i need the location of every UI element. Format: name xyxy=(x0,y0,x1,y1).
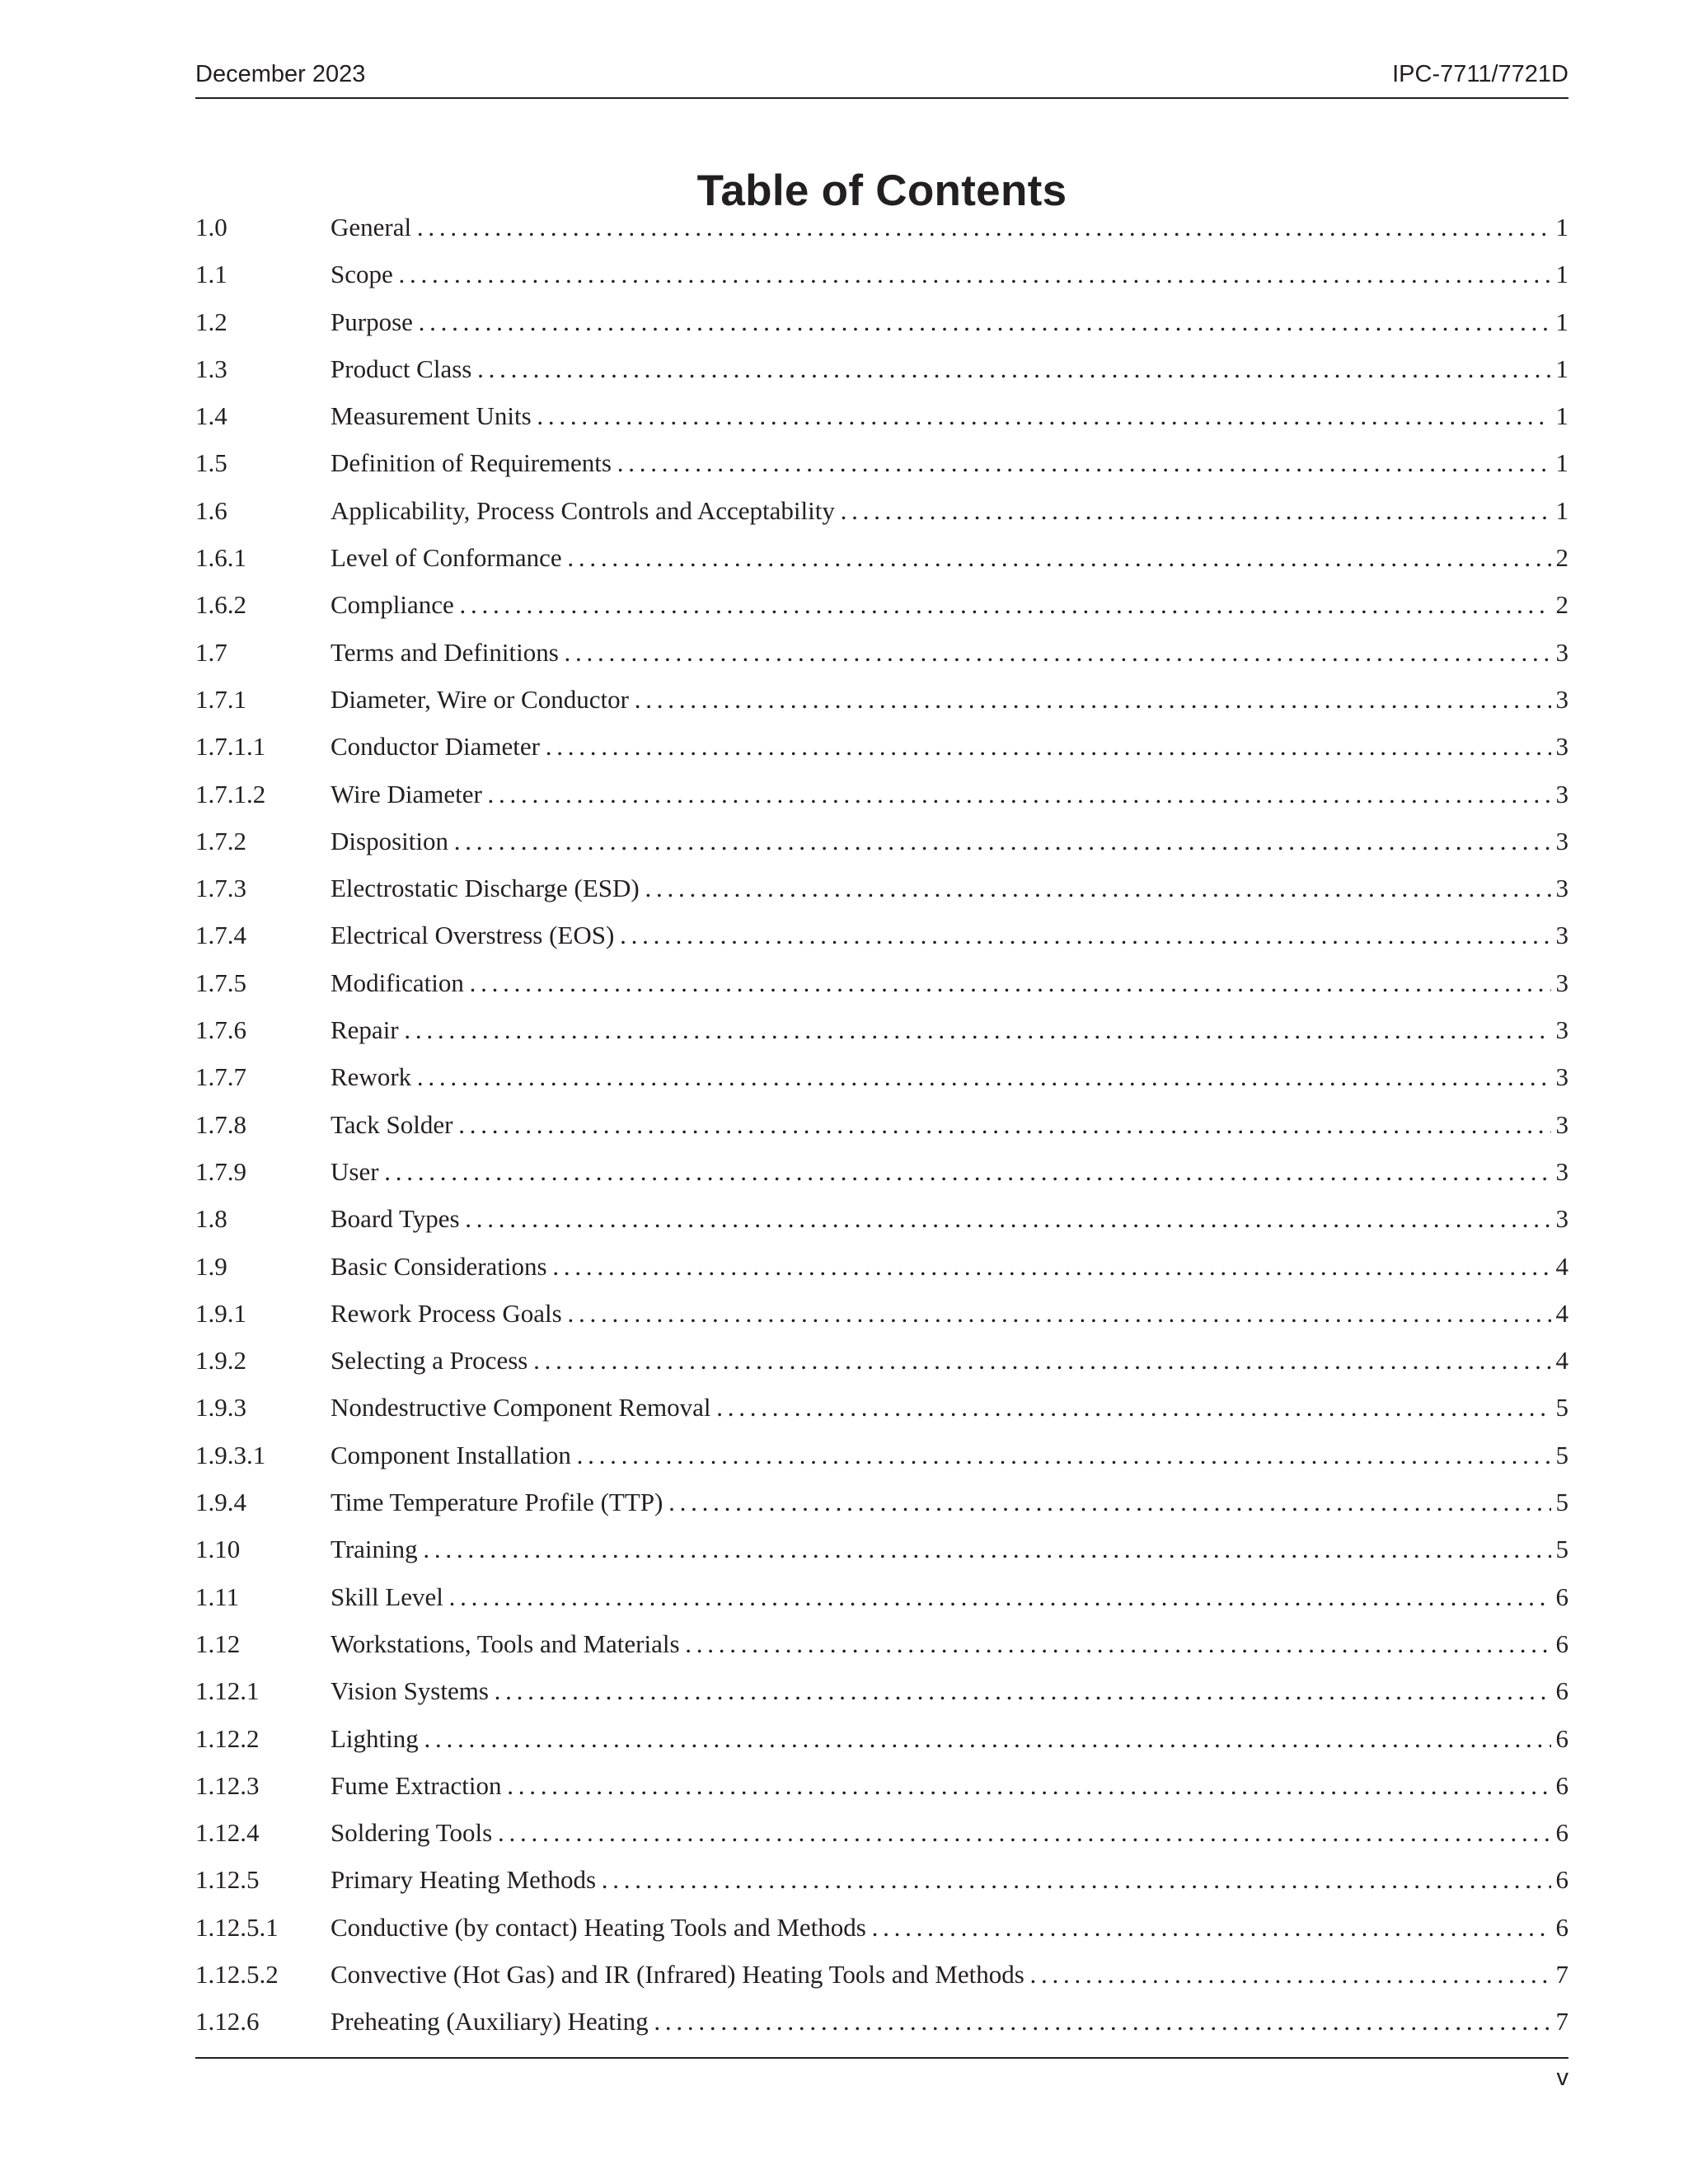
toc-leader-line xyxy=(331,865,1568,912)
toc-section-number: 1.9.1 xyxy=(195,1298,246,1328)
toc-page-number: 6 xyxy=(1551,1715,1569,1762)
toc-leader-line xyxy=(331,487,1568,534)
toc-section-number: 1.12.3 xyxy=(195,1770,260,1800)
toc-entry[interactable] xyxy=(195,676,1568,723)
toc-entry[interactable] xyxy=(195,1998,1568,2045)
toc-section-title: Preheating (Auxiliary) Heating . . . xyxy=(331,2007,1568,2036)
toc-section-title: Disposition . . . xyxy=(331,827,1568,855)
toc-page-number: 5 xyxy=(1551,1384,1569,1431)
toc-section-number: 1.9.2 xyxy=(195,1346,246,1376)
toc-leader-line xyxy=(331,676,1568,723)
toc-section-title: Electrostatic Discharge (ESD) . . . xyxy=(331,874,1568,902)
toc-entry[interactable] xyxy=(195,534,1568,581)
toc-page-number: 3 xyxy=(1551,629,1569,676)
toc-section-title: Component Installation . . . xyxy=(331,1441,1568,1469)
toc-section-title: Wire Diameter . . . xyxy=(331,780,1568,808)
toc-section-title: Board Types . . . xyxy=(331,1204,1568,1233)
footer-rule xyxy=(195,2057,1568,2059)
toc-leader-line xyxy=(331,1998,1568,2045)
toc-entry[interactable] xyxy=(195,1148,1568,1195)
toc-section-title: Time Temperature Profile (TTP) . . . xyxy=(331,1488,1568,1516)
toc-entry[interactable] xyxy=(195,1101,1568,1148)
toc-section-title: Skill Level . . . xyxy=(331,1582,1568,1611)
toc-entry[interactable] xyxy=(195,1856,1568,1903)
toc-entry[interactable] xyxy=(195,392,1568,439)
header-rule xyxy=(195,97,1568,99)
toc-page-number: 3 xyxy=(1551,723,1569,770)
toc-section-number: 1.7.4 xyxy=(195,921,246,950)
toc-section-title: Rework Process Goals . . . xyxy=(331,1299,1568,1328)
toc-entry[interactable] xyxy=(195,439,1568,486)
toc-entry[interactable] xyxy=(195,1006,1568,1053)
toc-leader-line xyxy=(331,1951,1568,1998)
toc-section-number: 1.7.2 xyxy=(195,826,246,855)
toc-section-number: 1.8 xyxy=(195,1204,227,1234)
toc-section-title: Vision Systems . . . xyxy=(331,1676,1568,1705)
toc-section-title: Basic Considerations . . . xyxy=(331,1252,1568,1281)
toc-section-title: Primary Heating Methods . . . xyxy=(331,1865,1568,1894)
toc-section-number: 1.7.9 xyxy=(195,1156,246,1186)
toc-section-number: 1.5 xyxy=(195,448,227,478)
toc-section-title: Rework . . . xyxy=(331,1062,1568,1091)
toc-page-number: 6 xyxy=(1551,1809,1569,1856)
toc-section-number: 1.12.5.2 xyxy=(195,1959,279,1989)
toc-page-number: 3 xyxy=(1551,771,1569,818)
toc-section-number: 1.7.3 xyxy=(195,874,246,903)
toc-leader-line xyxy=(331,1762,1568,1809)
toc-page-number: 3 xyxy=(1551,1006,1569,1053)
toc-section-title: Compliance . . . xyxy=(331,590,1568,619)
toc-page-number: 4 xyxy=(1551,1290,1569,1337)
toc-section-title: Scope . . . xyxy=(331,260,1568,288)
toc-leader-line xyxy=(331,1667,1568,1714)
toc-entry[interactable] xyxy=(195,1620,1568,1667)
page-number: v xyxy=(1556,2064,1568,2091)
toc-page-number: 1 xyxy=(1551,204,1569,251)
toc-entry[interactable] xyxy=(195,298,1568,345)
toc-section-number: 1.7.1.1 xyxy=(195,732,266,762)
toc-entry[interactable] xyxy=(195,1762,1568,1809)
toc-section-title: User . . . xyxy=(331,1157,1568,1186)
toc-section-title: Lighting . . . xyxy=(331,1724,1568,1753)
toc-section-title: Diameter, Wire or Conductor . . . xyxy=(331,685,1568,714)
toc-leader-line xyxy=(331,534,1568,581)
toc-entry[interactable] xyxy=(195,1384,1568,1431)
toc-page-number: 7 xyxy=(1551,1998,1569,2045)
toc-leader-line xyxy=(331,1243,1568,1290)
toc-page-number: 3 xyxy=(1551,818,1569,865)
toc-leader-line xyxy=(331,345,1568,392)
toc-entry[interactable] xyxy=(195,818,1568,865)
toc-section-number: 1.1 xyxy=(195,260,227,289)
toc-section-title: General . . . xyxy=(331,213,1568,241)
toc-section-number: 1.10 xyxy=(195,1535,241,1564)
toc-section-title: Selecting a Process . . . xyxy=(331,1346,1568,1375)
toc-leader-line xyxy=(331,959,1568,1006)
toc-section-title: Tack Solder . . . xyxy=(331,1110,1568,1139)
toc-leader-line xyxy=(331,771,1568,818)
toc-entry[interactable] xyxy=(195,1053,1568,1100)
toc-entry[interactable] xyxy=(195,723,1568,770)
toc-section-number: 1.7.5 xyxy=(195,968,246,997)
toc-page-number: 1 xyxy=(1551,439,1569,486)
toc-page-number: 2 xyxy=(1551,581,1569,628)
toc-section-title: Convective (Hot Gas) and IR (Infrared) Heating Tools and Methods . . . xyxy=(331,1960,1568,1989)
toc-section-number: 1.12.5.1 xyxy=(195,1912,279,1942)
toc-section-number: 1.7.7 xyxy=(195,1062,246,1092)
toc-page-number: 5 xyxy=(1551,1526,1569,1572)
toc-entry[interactable] xyxy=(195,1195,1568,1242)
toc-leader-line xyxy=(331,1053,1568,1100)
toc-leader-line xyxy=(331,1809,1568,1856)
toc-page-number: 4 xyxy=(1551,1243,1569,1290)
toc-leader-line xyxy=(331,723,1568,770)
toc-section-title: Purpose . . . xyxy=(331,307,1568,336)
toc-page-number: 3 xyxy=(1551,676,1569,723)
toc-page-number: 3 xyxy=(1551,912,1569,958)
toc-leader-line xyxy=(331,298,1568,345)
toc-leader-line xyxy=(331,439,1568,486)
toc-leader-line xyxy=(331,1715,1568,1762)
toc-section-title: Product Class . . . xyxy=(331,354,1568,383)
toc-entry[interactable] xyxy=(195,1432,1568,1479)
toc-section-number: 1.2 xyxy=(195,307,227,336)
toc-page-number: 6 xyxy=(1551,1620,1569,1667)
toc-section-title: Conductor Diameter . . . xyxy=(331,732,1568,761)
toc-page-number: 6 xyxy=(1551,1762,1569,1809)
toc-leader-line xyxy=(331,1148,1568,1195)
toc-page-number: 5 xyxy=(1551,1479,1569,1526)
toc-leader-line xyxy=(331,1479,1568,1526)
toc-leader-line xyxy=(331,1573,1568,1620)
toc-entry[interactable] xyxy=(195,959,1568,1006)
toc-section-number: 1.6 xyxy=(195,495,227,525)
toc-leader-line xyxy=(331,1432,1568,1479)
toc-page-number: 1 xyxy=(1551,392,1569,439)
toc-page-number: 6 xyxy=(1551,1573,1569,1620)
toc-leader-line xyxy=(331,1904,1568,1951)
toc-page-number: 6 xyxy=(1551,1667,1569,1714)
toc-page-number: 1 xyxy=(1551,251,1569,298)
toc-leader-line xyxy=(331,1006,1568,1053)
toc-leader-line xyxy=(331,581,1568,628)
toc-section-number: 1.12.2 xyxy=(195,1723,260,1753)
toc-page-number: 3 xyxy=(1551,865,1569,912)
toc-entry[interactable] xyxy=(195,1479,1568,1526)
table-of-contents xyxy=(195,204,1568,2046)
toc-leader-line xyxy=(331,1620,1568,1667)
toc-entry[interactable] xyxy=(195,487,1568,534)
running-header xyxy=(195,58,1568,99)
toc-page-number: 3 xyxy=(1551,959,1569,1006)
toc-section-title: Electrical Overstress (EOS) . . . xyxy=(331,921,1568,949)
toc-entry[interactable] xyxy=(195,1573,1568,1620)
toc-section-number: 1.9.3 xyxy=(195,1393,246,1422)
toc-section-title: Terms and Definitions . . . xyxy=(331,638,1568,667)
toc-section-number: 1.12.6 xyxy=(195,2007,260,2036)
toc-page-number: 1 xyxy=(1551,487,1569,534)
toc-section-title: Repair . . . xyxy=(331,1015,1568,1044)
toc-page-number: 1 xyxy=(1551,298,1569,345)
toc-leader-line xyxy=(331,629,1568,676)
toc-entry[interactable] xyxy=(195,1243,1568,1290)
toc-page-number: 2 xyxy=(1551,534,1569,581)
toc-page-number: 3 xyxy=(1551,1195,1569,1242)
toc-entry[interactable] xyxy=(195,204,1568,251)
toc-entry[interactable] xyxy=(195,1667,1568,1714)
toc-leader-line xyxy=(331,1384,1568,1431)
toc-leader-line xyxy=(331,204,1568,251)
header-document-id: IPC-7711/7721D xyxy=(1392,61,1568,87)
toc-entry[interactable] xyxy=(195,771,1568,818)
toc-entry[interactable] xyxy=(195,865,1568,912)
toc-section-number: 1.12.1 xyxy=(195,1676,260,1706)
toc-entry[interactable] xyxy=(195,1951,1568,1998)
toc-leader-line xyxy=(331,818,1568,865)
toc-leader-line xyxy=(331,392,1568,439)
toc-entry[interactable] xyxy=(195,629,1568,676)
toc-page-number: 5 xyxy=(1551,1432,1569,1479)
toc-leader-line xyxy=(331,1290,1568,1337)
toc-entry[interactable] xyxy=(195,1337,1568,1384)
toc-entry[interactable] xyxy=(195,581,1568,628)
toc-section-title: Training . . . xyxy=(331,1535,1568,1563)
toc-section-number: 1.7 xyxy=(195,637,227,667)
toc-section-number: 1.9.4 xyxy=(195,1488,246,1517)
toc-page-number: 1 xyxy=(1551,345,1569,392)
toc-section-number: 1.7.1.2 xyxy=(195,779,266,808)
toc-page-number: 3 xyxy=(1551,1053,1569,1100)
toc-section-title: Conductive (by contact) Heating Tools and Methods . . . xyxy=(331,1913,1568,1942)
toc-page-number: 7 xyxy=(1551,1951,1569,1998)
toc-entry[interactable] xyxy=(195,1904,1568,1951)
toc-leader-line xyxy=(331,1337,1568,1384)
toc-entry[interactable] xyxy=(195,1809,1568,1856)
toc-section-number: 1.11 xyxy=(195,1582,240,1611)
toc-section-number: 1.9 xyxy=(195,1251,227,1281)
toc-section-number: 1.6.2 xyxy=(195,590,246,620)
toc-section-number: 1.4 xyxy=(195,401,227,431)
toc-entry[interactable] xyxy=(195,1715,1568,1762)
toc-section-title: Measurement Units . . . xyxy=(331,401,1568,430)
toc-section-number: 1.7.8 xyxy=(195,1109,246,1139)
toc-leader-line xyxy=(331,1526,1568,1572)
toc-page-number: 3 xyxy=(1551,1148,1569,1195)
toc-page-number: 6 xyxy=(1551,1904,1569,1951)
toc-section-number: 1.12.5 xyxy=(195,1865,260,1895)
toc-page-number: 4 xyxy=(1551,1337,1569,1384)
toc-section-number: 1.12.4 xyxy=(195,1818,260,1848)
toc-section-number: 1.0 xyxy=(195,213,227,241)
toc-section-title: Workstations, Tools and Materials . . . xyxy=(331,1629,1568,1658)
toc-entry[interactable] xyxy=(195,1526,1568,1572)
toc-section-title: Definition of Requirements . . . xyxy=(331,448,1568,477)
toc-page-number: 6 xyxy=(1551,1856,1569,1903)
toc-section-number: 1.7.1 xyxy=(195,684,246,714)
toc-section-number: 1.3 xyxy=(195,354,227,383)
toc-leader-line xyxy=(331,912,1568,958)
toc-section-title: Fume Extraction . . . xyxy=(331,1771,1568,1800)
toc-section-number: 1.9.3.1 xyxy=(195,1440,266,1469)
toc-section-title: Applicability, Process Controls and Acceptability . . . xyxy=(331,496,1568,525)
toc-entry[interactable] xyxy=(195,1290,1568,1337)
toc-page-number: 3 xyxy=(1551,1101,1569,1148)
page-title: Table of Contents xyxy=(696,166,1067,215)
toc-section-number: 1.6.1 xyxy=(195,543,246,573)
toc-section-title: Modification . . . xyxy=(331,968,1568,997)
toc-leader-line xyxy=(331,1101,1568,1148)
toc-section-number: 1.12 xyxy=(195,1629,241,1658)
header-date: December 2023 xyxy=(195,61,366,87)
toc-section-title: Soldering Tools . . . xyxy=(331,1818,1568,1847)
toc-leader-line xyxy=(331,1856,1568,1903)
toc-section-title: Level of Conformance . . . xyxy=(331,543,1568,572)
toc-section-title: Nondestructive Component Removal . . . xyxy=(331,1393,1568,1422)
toc-leader-line xyxy=(331,1195,1568,1242)
toc-leader-line xyxy=(331,251,1568,298)
toc-entry[interactable] xyxy=(195,251,1568,298)
toc-entry[interactable] xyxy=(195,345,1568,392)
toc-section-number: 1.7.6 xyxy=(195,1015,246,1045)
toc-entry[interactable] xyxy=(195,912,1568,958)
